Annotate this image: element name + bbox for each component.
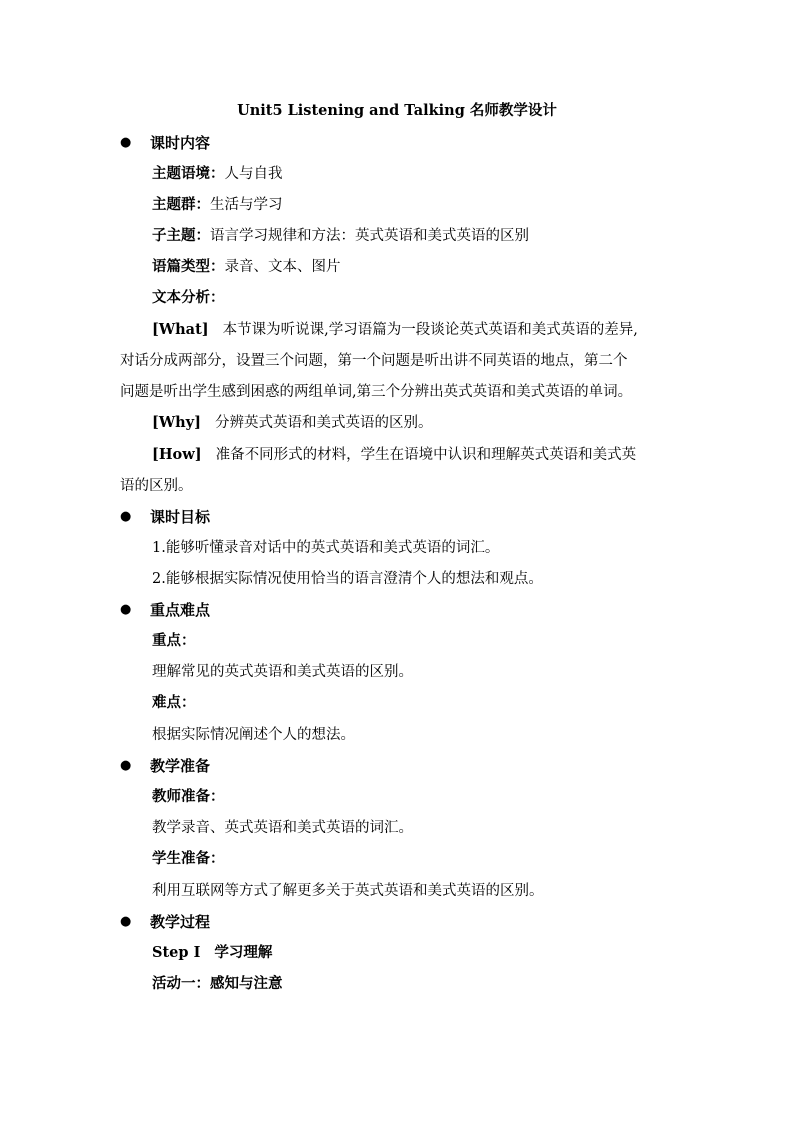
goal-item-1: 1.能够听懂录音对话中的英式英语和美式英语的词汇。 [152,540,500,556]
teacher-prep-label: 教师准备： [152,788,225,805]
how-paragraph-line-2: 语的区别。 [120,478,193,494]
theme-group-line: 主题群：生活与学习 [152,196,283,213]
text-type-line: 语篇类型：录音、文本、图片 [152,258,341,275]
section-heading-keypoints: ● 重点难点 [120,601,211,619]
difficulty-text: 根据实际情况阐述个人的想法。 [152,727,355,743]
section-heading-content: ● 课时内容 [120,134,211,152]
difficulty-label: 难点： [152,694,196,711]
section-heading-goals: ● 课时目标 [120,508,211,526]
what-paragraph-line-1: [What] 本节课为听说课,学习语篇为一段谈论英式英语和美式英语的差异, [152,321,638,338]
key-point-text: 理解常见的英式英语和美式英语的区别。 [152,664,413,680]
section-heading-process: ● 教学过程 [120,913,211,931]
what-paragraph-line-3: 问题是听出学生感到困惑的两组单词,第三个分辨出英式英语和美式英语的单词。 [120,384,633,400]
student-prep-label: 学生准备： [152,850,225,867]
step-heading: Step Ⅰ 学习理解 [152,944,273,961]
text-analysis-label: 文本分析： [152,289,225,306]
goal-item-2: 2.能够根据实际情况使用恰当的语言澄清个人的想法和观点。 [152,571,543,587]
what-paragraph-line-2: 对话分成两部分，设置三个问题，第一个问题是听出讲不同英语的地点，第二个 [120,353,628,369]
section-heading-preparation: ● 教学准备 [120,757,211,775]
bullet-icon: ● [120,135,132,150]
activity-heading: 活动一：感知与注意 [152,975,283,992]
sub-theme-line: 子主题：语言学习规律和方法：英式英语和美式英语的区别 [152,227,529,244]
theme-context-line: 主题语境：人与自我 [152,165,283,182]
student-prep-text: 利用互联网等方式了解更多关于英式英语和美式英语的区别。 [152,883,544,899]
bullet-icon: ● [120,914,132,929]
bullet-icon: ● [120,602,132,617]
teacher-prep-text: 教学录音、英式英语和美式英语的词汇。 [152,820,413,836]
bullet-icon: ● [120,509,132,524]
key-point-label: 重点： [152,632,196,649]
document-title: Unit5 Listening and Talking 名师教学设计 [237,102,557,119]
why-paragraph: [Why] 分辨英式英语和美式英语的区别。 [152,414,433,431]
bullet-icon: ● [120,758,132,773]
how-paragraph-line-1: [How] 准备不同形式的材料，学生在语境中认识和理解英式英语和美式英 [152,446,637,463]
